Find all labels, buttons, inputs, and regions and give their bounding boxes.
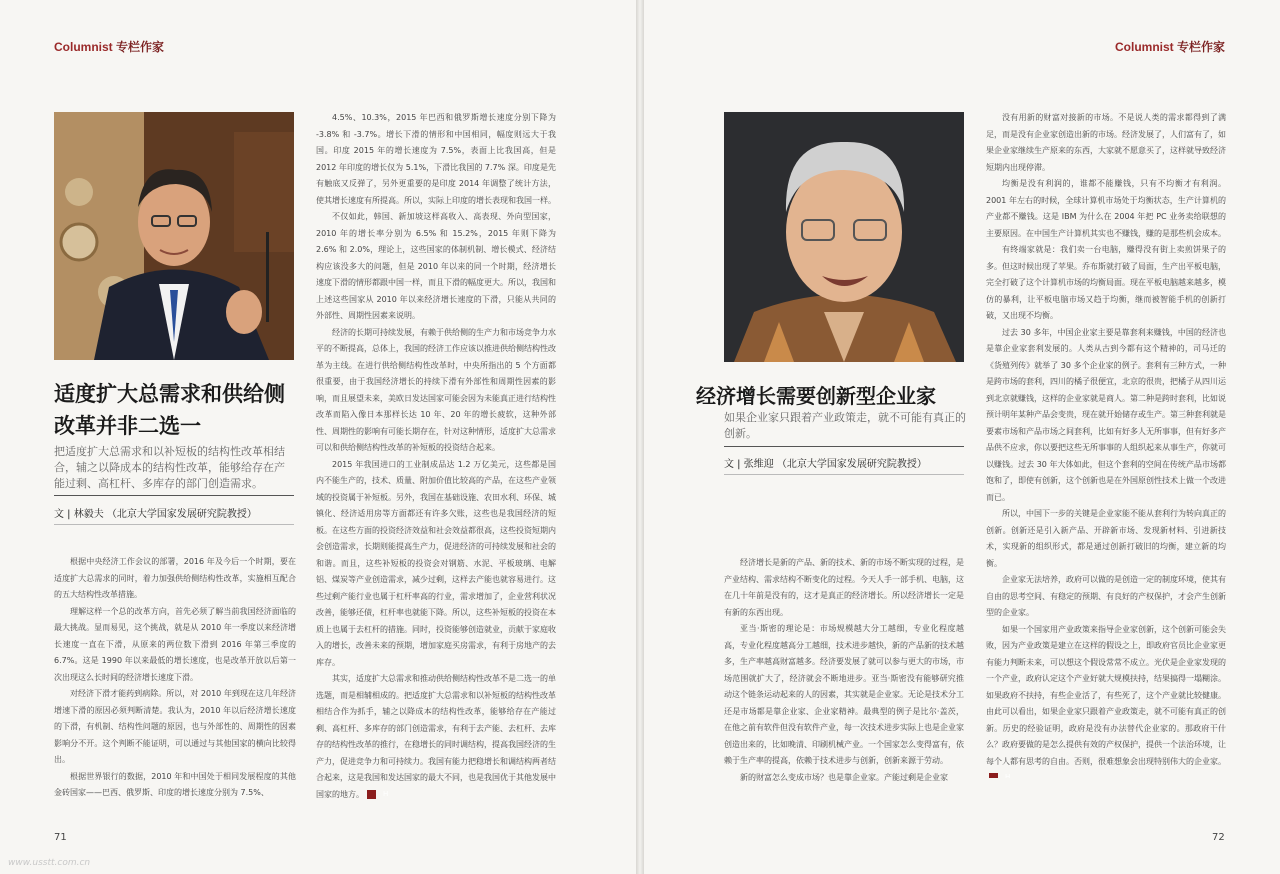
paragraph: 所以，中国下一步的关键是企业家能不能从套利行为转向真正的创新。创新还是引入新产品、开辟新市场、发现新材料、引进新技术，实现新的组织形式，都是通过创新打破旧的均衡，建立新的均衡。: [986, 509, 1226, 568]
article-title-right: 经济增长需要创新型企业家: [696, 384, 936, 408]
author-photo-zhang-weiying: [724, 112, 964, 362]
paragraph: 其实，适度扩大总需求和推动供给侧结构性改革不是二选一的单选题，而是相辅相成的。把适度扩大总需求和以补短板的结构性改革相结合作为抓手，辅之以降成本的结构性改革，能够给存在产能过剩、高杠杆、多库存的部门创造需求，有利于去产能、去杠杆、去库存的结构性改革的推行，在稳增长的同时调结构，提高我国经济的生产力，促进竞争力和可持续力。我国有能力把稳增长和调结构两者结合起来，这是我国和发达国家的最大不同，也是我国优于其他发展中国家的地方。 H: [316, 674, 556, 799]
section-header-cn: 专栏作家: [1177, 40, 1226, 54]
paragraph: 过去 30 多年，中国企业家主要是靠套利来赚钱，中国的经济也是靠企业家套利发展的。人类从古到今都有这个精神的，司马迁的《货殖列传》就举了 30 多个企业家的例子。套利有三种方式，一种是跨市场的套利，四川的橘子很便宜，北京的很贵，把橘子从四川运到北京就赚钱，这样的企业家就是商人。第二种是跨时套利，比如说预计明年某种产品会变贵，现在就开始储存或生产。第三种套利就是要素市场和产品市场之间套利，比如有好多人无所事事，但有好多产品供不应求，你以要把这些无所事事的人组织起来从事生产，你就可以赚钱。过去 30 年大体如此，但这个套利的空间在传统产品市场都饱和了，即使有创新，这个创新也是在外国原创性技术上做一个改进而已。: [986, 327, 1226, 502]
author-byline-right: 文 | 张维迎 （北京大学国家发展研究院教授）: [724, 459, 927, 470]
article-column-right-2: [986, 110, 1226, 778]
article-subtitle-left: 把适度扩大总需求和以补短板的结构性改革相结合，辅之以降成本的结构性改革，能够给存在产能过剩、高杠杆、多库存的部门创造需求。: [54, 445, 285, 490]
article-column-right-1: [724, 555, 964, 797]
section-header-en: Columnist: [54, 40, 113, 54]
paragraph: 新的财富怎么变成市场？也是靠企业家。产能过剩是企业家: [740, 772, 948, 782]
paragraph: 2015 年我国进口的工业制成品达 1.2 万亿美元，这些都是国内不能生产的，技术、质量、附加价值比较高的产品，在这些产业领域的投资属于补短板。另外，我国在基础设施、农田水利、环保、城镇化、经济适用房等方面都还有许多欠账，这些也是我国经济的短板。在这些方面的投资经济效益和社会效益都很高，这些投资短期内会创造需求，长期则能提高生产力，促进经济的可持续发展和社会的和谐。而且，这些补短板的投资会对钢筋、水泥、平板玻璃、电解铝、煤炭等产业创造需求，减少过剩，这样去产能也就容易进行。这些过剩产能行业也属于杠杆率高的行业，需求增加了，企业营利状况改善，能够还债，杠杆率也就能下降。所以，这些补短板的投资在本质上也属于去杠杆的措施。同时，投资能够创造就业，贡献于家庭收入的增长，改善未来的预期，增加家庭买房需求，有利于房地产的去库存。: [316, 459, 556, 667]
watermark: www.usstt.com.cn: [8, 858, 91, 868]
author-byline-left: 文 | 林毅夫 （北京大学国家发展研究院教授）: [54, 509, 257, 520]
title-line-1: 适度扩大总需求和供给侧: [54, 382, 285, 406]
byline-rule-top: [54, 495, 294, 496]
byline-rule-bottom: [724, 474, 964, 475]
paragraph: 根据中央经济工作会议的部署，2016 年及今后一个时期，要在适度扩大总需求的同时，着力加强供给侧结构性改革，实施相互配合的五大结构性改革措施。: [54, 557, 296, 599]
article-column-left-2: [316, 110, 556, 800]
left-section-header: [54, 38, 164, 55]
article-title-left: [54, 378, 285, 442]
byline-rule-bottom: [54, 524, 294, 525]
paragraph: 不仅如此，韩国、新加坡这样高收入、高表现、外向型国家，2010 年的增长率分别为 6.5% 和 15.2%，2015 年则下降为 2.6% 和 2.0%，理论上，这些国家的体制机制、增长模式、经济结构应该没多大的问题，但是 2010 年以来的同一个时期，经济增长速度下滑的情形都跟中国一样，而且下滑的幅度更大。所以，我国和上述这些国家从 2010 年以来经济增长速度的下滑，只能从共同的外部性、周期性因素来说明。: [316, 212, 556, 320]
paragraph: 企业家无法培养，政府可以做的是创造一定的制度环境，使其有自由的思考空间、有稳定的预期、有良好的产权保护，才会产生创新型的企业家。: [986, 575, 1226, 617]
paragraph: 4.5%、10.3%，2015 年巴西和俄罗斯增长速度分别下降为 -3.8% 和 -3.7%。增长下滑的情形和中国相同，幅度则远大于我国。印度 2015 年的增长速度为 7.5%，表面上比我国高，但是 2012 年印度的增长仅为 5.1%，下滑比我国的 7.7% 深。印度是先有触底又反弹了，另外更重要的是印度 2014 年调整了统计方法，使其增长速度有所提高。所以，实际上印度的增长表现和我国一样。: [316, 113, 556, 205]
article-column-left-1: [54, 554, 296, 799]
article-subtitle-right: 如果企业家只跟着产业政策走，就不可能有真正的创新。: [724, 411, 966, 440]
paragraph: 均衡是没有利润的，谁都不能赚钱，只有不均衡才有利润。2001 年左右的时候，全球计算机市场处于均衡状态，生产计算机的产业都不赚钱。这是 IBM 为什么在 2004 年把 PC 业务卖给联想的主要原因。在中国生产计算机其实也不赚钱，赚的是那些机会成本。: [986, 179, 1226, 238]
paragraph: 没有用新的财富对接新的市场。不是说人类的需求都得到了满足，而是没有企业家创造出新的市场。经济发展了，人们富有了，如果企业家继续生产原来的东西，大家就不愿意买了，这样就导致经济短期内出现停滞。: [986, 113, 1226, 172]
article-end-mark: H: [989, 773, 998, 778]
paragraph: 根据世界银行的数据，2010 年和中国处于相同发展程度的其他金砖国家——巴西、俄罗斯、印度的增长速度分别为 7.5%、: [54, 771, 296, 797]
title-line-2: 改革并非二选一: [54, 414, 201, 438]
paragraph: 经济的长期可持续发展，有赖于供给侧的生产力和市场竞争力水平的不断提高，总体上，我国的经济工作应该以推进供给侧结构性改革为主线。在进行供给侧结构性改革时，中央所指出的 5 个方面都很重要，由于我国经济增长的持续下滑有外部性和周期性因素的影响，而且展望未来，美欧日发达国家可能会因为未能真正进行结构性改革而陷入像日本那样长达 10 年、20 年的增长疲软，这种外部性、周期性的影响有可能长期存在，针对这种情形，适度扩大总需求可以和供给侧结构性改革的补短板的投资结合起来。: [316, 327, 556, 452]
section-header-cn: 专栏作家: [116, 40, 165, 54]
page-number-left: 71: [54, 832, 67, 843]
right-section-header: [1115, 38, 1225, 55]
paragraph: 对经济下滑才能药到病除。所以，对 2010 年到现在这几年经济增速下滑的原因必须判断清楚。我认为，2010 年以后经济增长速度的下滑，有机制、结构性问题的原因，也与外部性的、周期性的因素影响分不开。这个判断不能证明，可以通过与其他国家的横向比较得出。: [54, 689, 296, 764]
section-header-en: Columnist: [1115, 40, 1174, 54]
byline-rule-top: [724, 446, 964, 447]
page-number-right: 72: [1212, 832, 1225, 843]
paragraph: 有终端家就是：我们卖一台电脑，赚得没有街上卖煎饼果子的多。但这时候出现了苹果。乔布斯就打破了局面，生产出平板电脑，完全打破了这个计算机市场的均衡局面。现在平板电脑越来越多，模仿的暴利，让平板电脑市场又趋于均衡，继而被智能手机的创新打破，又出现不均衡。: [986, 245, 1226, 320]
paragraph: 如果一个国家用产业政策来指导企业家创新，这个创新可能会失败，因为产业政策是建立在这样的假设之上，即政府官员比企业家更有能力判断未来，可以想这个假设常常不成立。光伏是企业家发现的一个产业，政府认定这个产业好就大规模扶持，结果搞得一塌糊涂。如果政府不扶持，有些企业活了，有些死了，这个产业就比较健康。由此可以看出，如果企业家只跟着产业政策走，就不可能有真正的创新。历史的经验证明，政府是没有办法替代企业家的。那政府干什么？政府要做的是怎么提供有效的产权保护，提供一个法治环境，让每个人都有思考的自由。否则，很难想象会出现特别伟大的企业家。H: [986, 622, 1226, 779]
paragraph: 经济增长是新的产品、新的技术、新的市场不断实现的过程，是产业结构、需求结构不断变化的过程。今天人手一部手机、电脑，这在几十年前是没有的，这才是真正的经济增长。所以经济增长一定是有新的东西出现。: [724, 558, 964, 617]
paragraph: 理解这样一个总的改革方向，首先必须了解当前我国经济面临的最大挑战。显而易见，这个挑战，就是从 2010 年一季度以来经济增长速度一直在下滑，从原来的两位数下滑到 2016 年第三季度的 6.7%。这是 1990 年以来最低的增长速度，也是改革开放以后第一次出现这么长时间的经济增长速度下滑。: [54, 606, 296, 682]
paragraph: 亚当·斯密的理论是：市场规模越大分工越细，专业化程度越高，专业化程度越高分工越细，技术进步越快，新的产品新的技术越多，生产率越高财富越多。经济要发展了就可以参与更大的市场，市场范围就扩大了，经济就会不断地进步。亚当·斯密没有能够研究推动这个链条运动起来的人的因素，其实就是企业家。无论是技术分工还是市场都是靠企业家、企业家精神。最典型的例子是比尔·盖茨，在他之前有软件但没有软件产业，每一次技术进步实际上也是企业家创造出来的，比如晚清、印刷机械产业。一个国家怎么变得富有，依赖于生产率的提高，依赖于技术进步与创新，创新来源于劳动。: [724, 624, 964, 765]
article-end-mark: H: [367, 790, 376, 799]
author-photo-lin-yifu: [54, 112, 294, 360]
page-gutter: [636, 0, 644, 874]
